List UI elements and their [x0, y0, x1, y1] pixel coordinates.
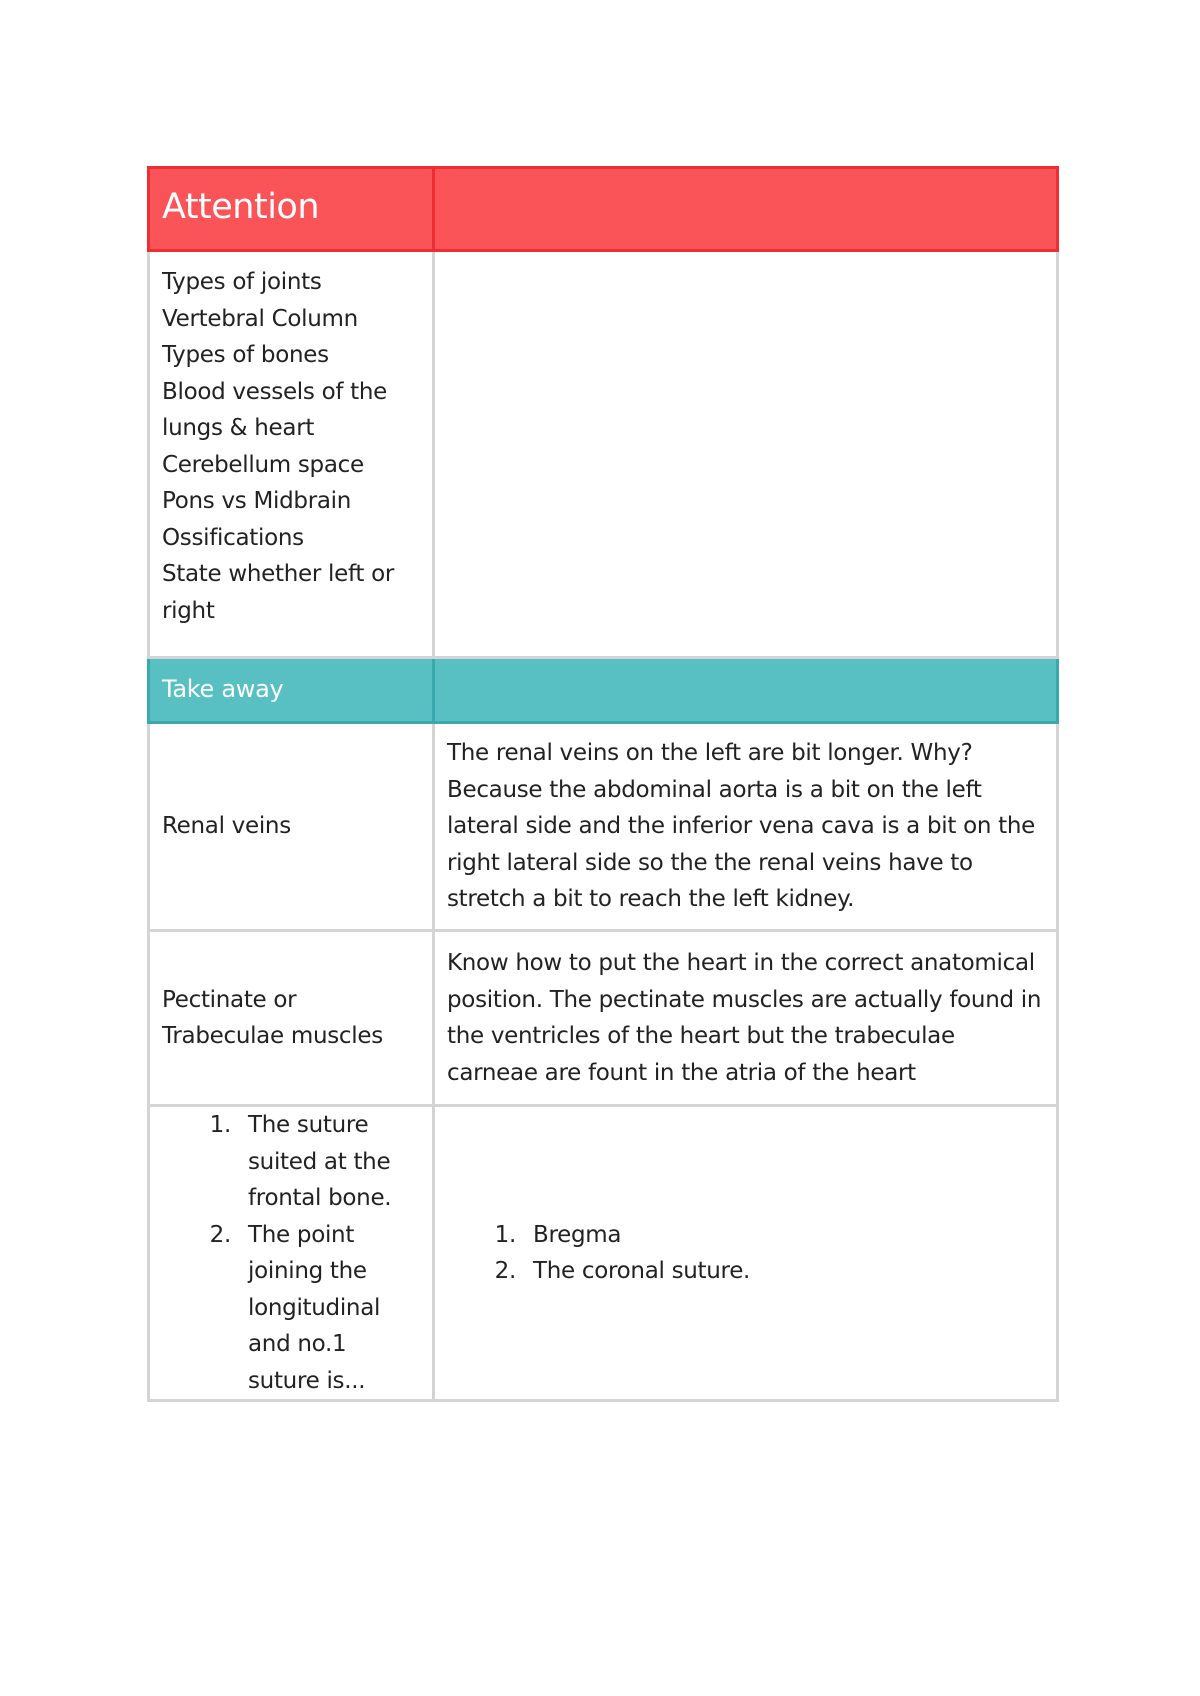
questions-list: [162, 1107, 420, 1399]
answer-item: 2. The coronal suture.: [523, 1253, 1044, 1290]
answer-item: 1. Bregma: [523, 1217, 1044, 1254]
question-item: 1. The suture suited at the frontal bone.: [238, 1107, 420, 1217]
attention-topics-row: [149, 251, 1058, 658]
attention-header-blank-cell: [434, 168, 1058, 251]
attention-header-cell: [149, 168, 434, 251]
takeaway-title: Take away: [162, 675, 284, 704]
attention-topics-cell: [149, 251, 434, 658]
takeaway-header-cell: [149, 658, 434, 723]
takeaway-header-row: [149, 658, 1058, 723]
topic-item: Vertebral Column: [162, 305, 358, 332]
term-cell: Pectinate or Trabeculae muscles: [149, 931, 434, 1106]
note-cell: The renal veins on the left are bit longer. Why? Because the abdominal aorta is a bit on the left lateral side and the inferior vena cava is a bit on the right lateral side so the the renal veins have to stretch a bit to reach the left kidney.: [434, 723, 1058, 931]
topic-item: Ossifications: [162, 524, 304, 551]
topic-item: State whether left or right: [162, 561, 395, 624]
takeaway-row-pectinate: [149, 931, 1058, 1106]
topic-item: Pons vs Midbrain: [162, 488, 352, 514]
takeaway-row-suture: [149, 1106, 1058, 1401]
topic-item: Blood vessels of the lungs & heart: [162, 378, 388, 441]
attention-header-row: [149, 168, 1058, 251]
answers-cell: [434, 1106, 1058, 1401]
note-cell: Know how to put the heart in the correct anatomical position. The pectinate muscles are actually found in the ventricles of the heart but the trabeculae carneae are fount in the atria of the heart: [434, 931, 1058, 1106]
attention-notes-blank-cell: [434, 251, 1058, 658]
topic-item: Types of bones: [162, 342, 329, 368]
study-notes-table: [147, 166, 1059, 1402]
attention-title: Attention: [162, 186, 320, 227]
takeaway-row-renal: [149, 723, 1058, 931]
topic-item: Types of joints: [162, 269, 322, 295]
takeaway-header-blank-cell: [434, 658, 1058, 723]
topic-item: Cerebellum space: [162, 451, 364, 478]
questions-cell: [149, 1106, 434, 1401]
question-item: 2. The point joining the longitudinal and no.1 suture is...: [238, 1217, 420, 1400]
answers-list: [447, 1217, 1044, 1290]
term-cell: Renal veins: [149, 723, 434, 931]
